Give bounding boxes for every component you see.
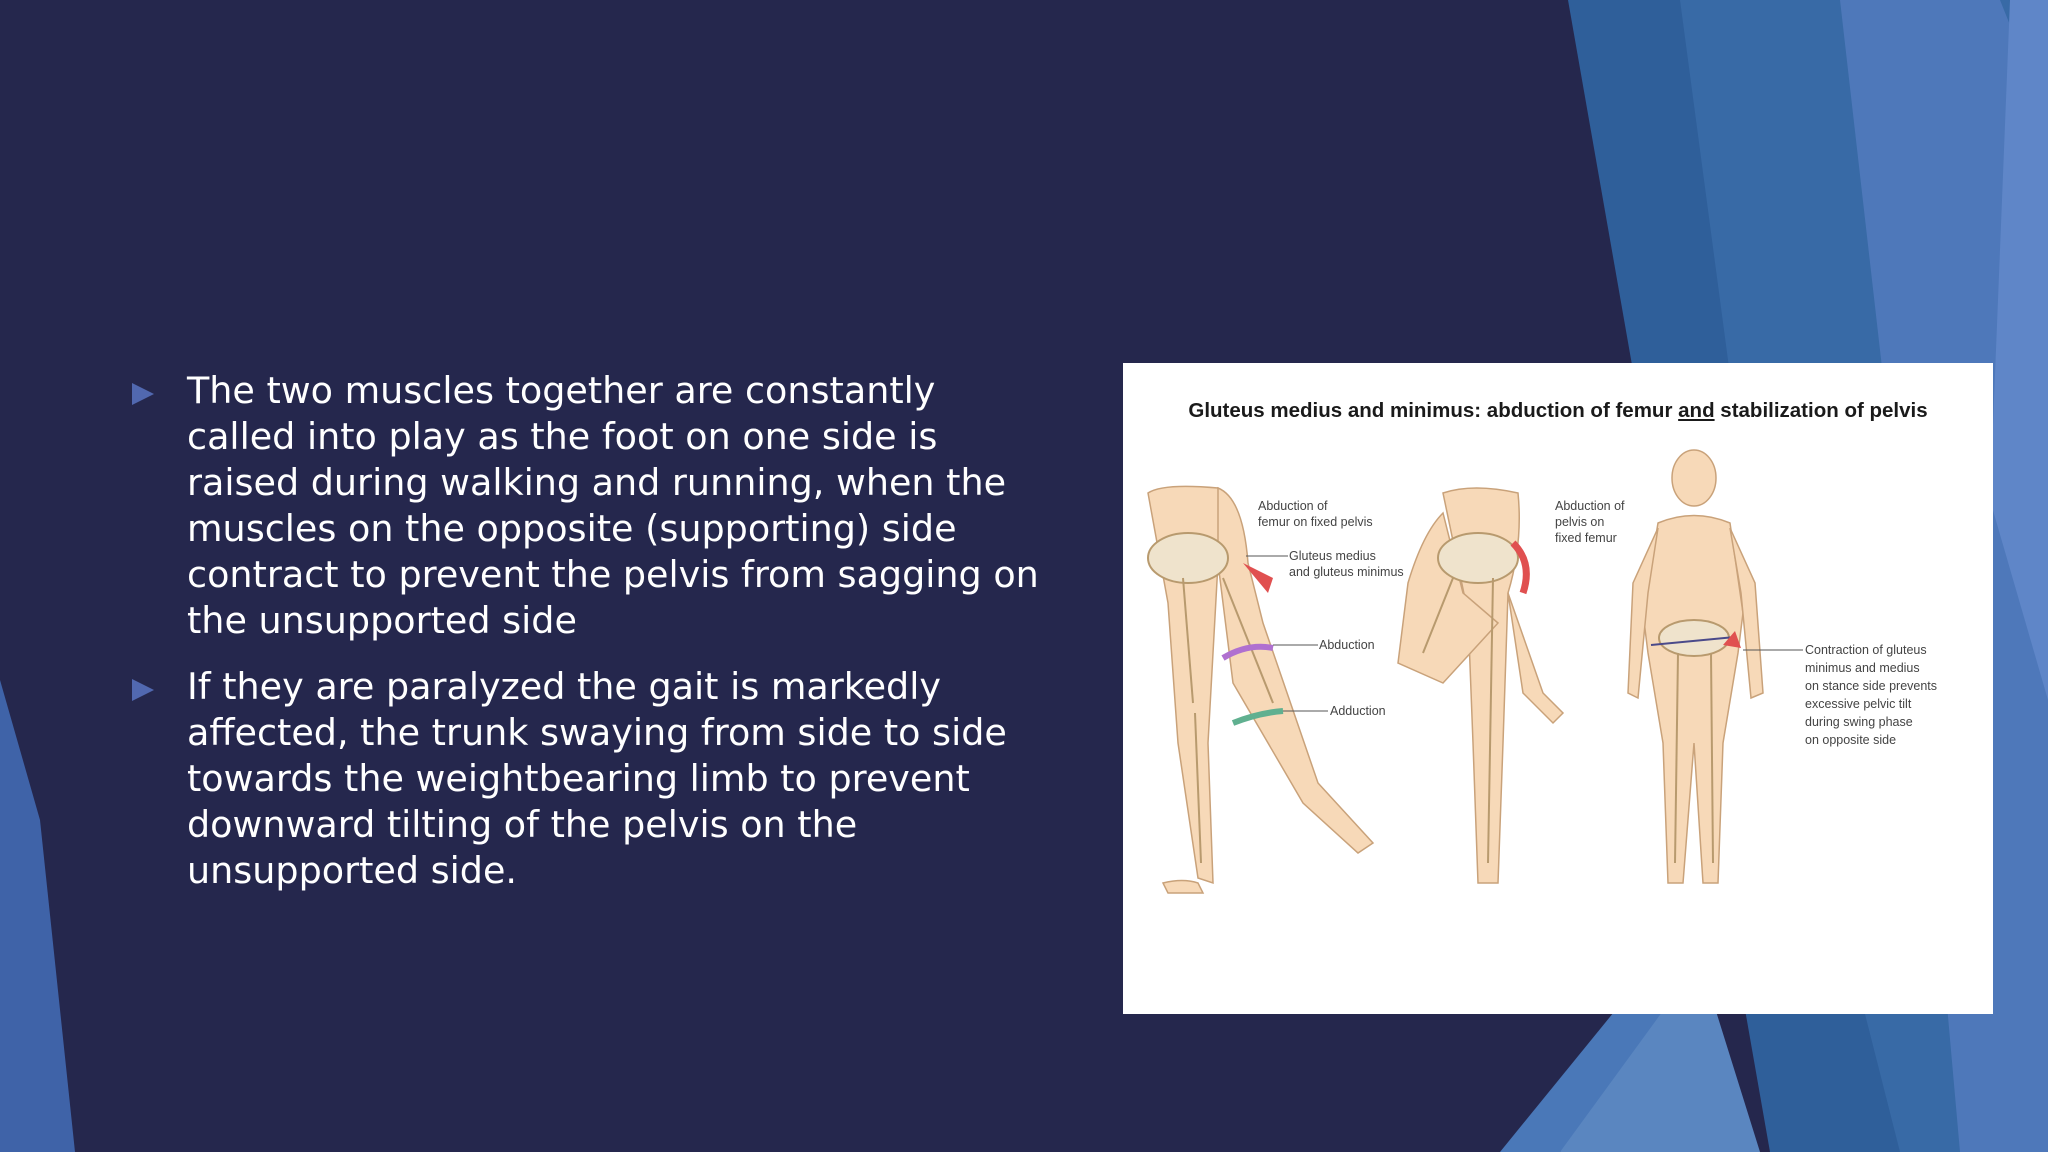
bullet-item [130, 664, 1050, 894]
deco-shape-left [0, 680, 75, 1152]
bullet-item [130, 368, 1050, 644]
figure-title: Gluteus medius and minimus: abduction of femur and stabilization of pelvis [1188, 399, 1928, 422]
label-abduction-femur: Abduction of femur on fixed pelvis [1258, 499, 1373, 529]
bullet-arrow-icon [132, 679, 154, 701]
bullet-text: If they are paralyzed the gait is markedly affected, the trunk swaying from side to side towards the weightbearing limb to prevent downward tilting of the pelvis on the unsupported side. [187, 665, 1007, 892]
figure-3-body [1628, 450, 1763, 883]
label-adduction: Adduction [1330, 704, 1386, 718]
label-gluteus: Gluteus medius and gluteus minimus [1289, 549, 1404, 579]
label-contraction: Contraction of gluteus minimus and medius on stance side prevents excessive pelvic tilt during swing phase on opposite side [1805, 643, 1938, 747]
label-abduction: Abduction [1319, 638, 1375, 652]
bullet-arrow-icon [132, 383, 154, 405]
bullet-list [130, 368, 1050, 914]
label-abduction-pelvis: Abduction of pelvis on fixed femur [1555, 499, 1625, 545]
bullet-text: The two muscles together are constantly called into play as the foot on one side is raised during walking and running, when the muscles on the opposite (supporting) side contract to prevent the pelvis from sagging on the unsupported side [187, 369, 1039, 642]
anatomy-figure [1123, 363, 1993, 1014]
